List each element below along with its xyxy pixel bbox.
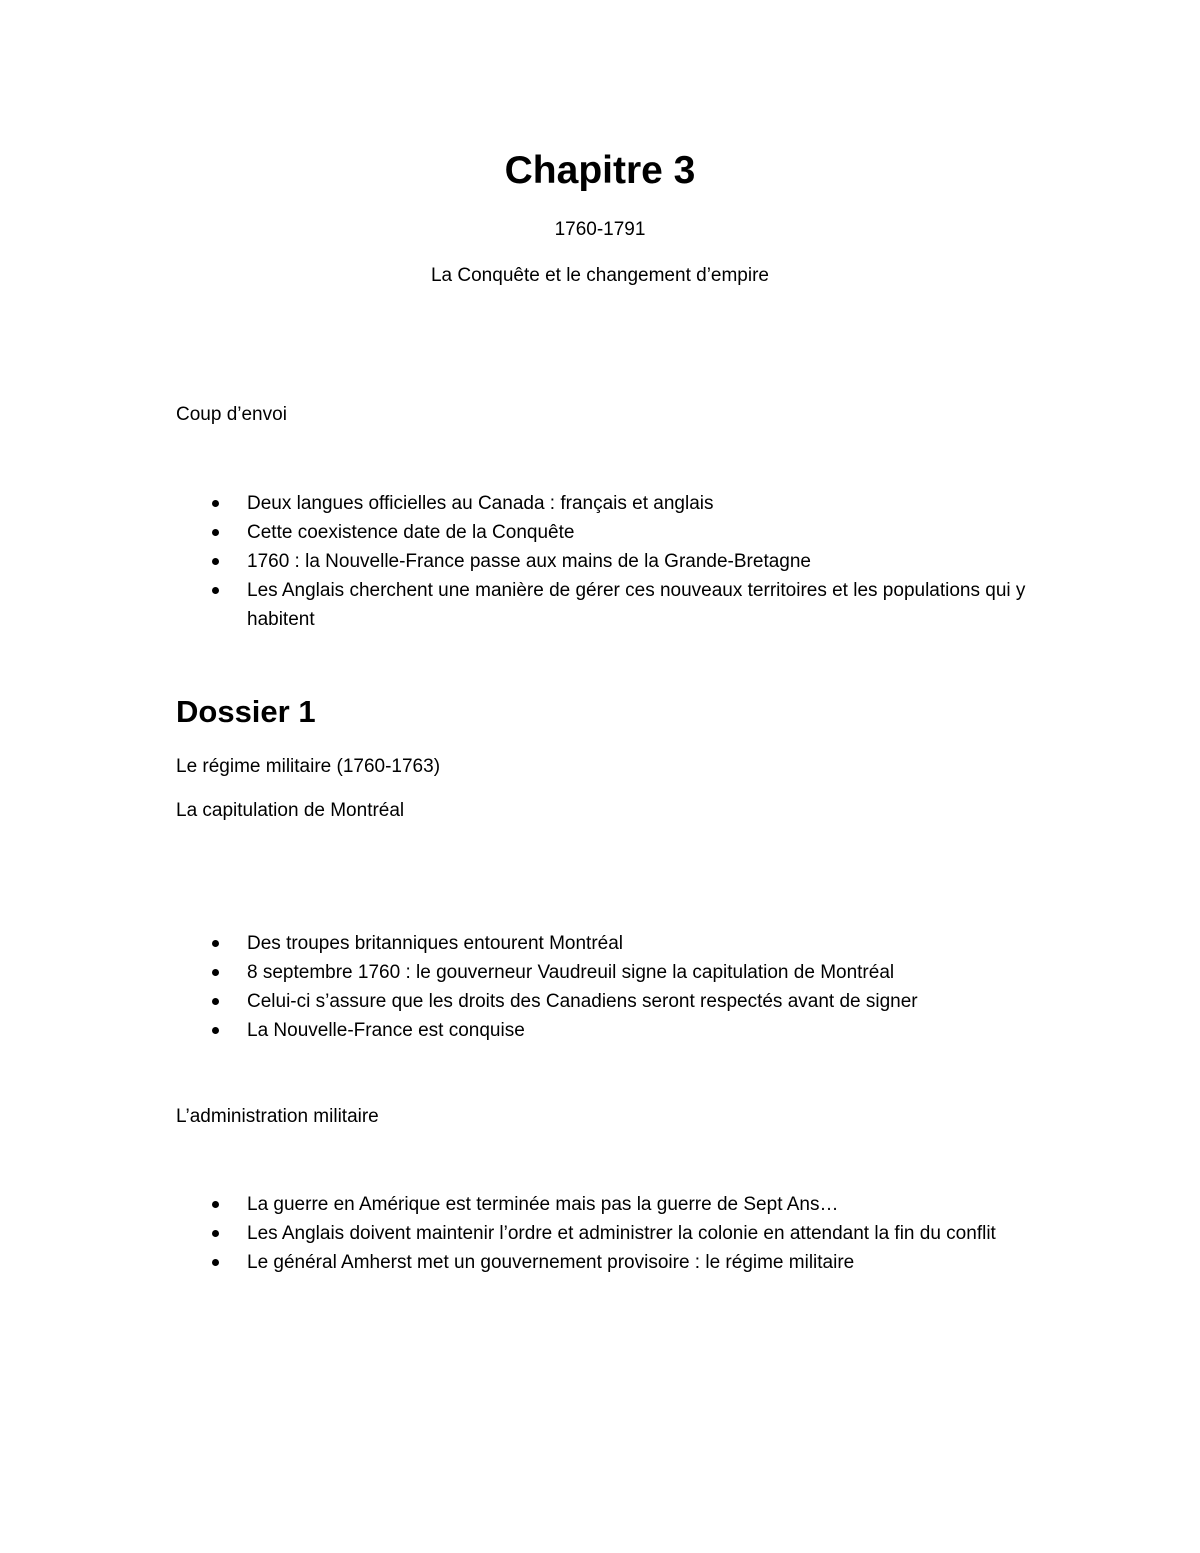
bullet-icon: [212, 1230, 219, 1237]
list-item: Des troupes britanniques entourent Montréal: [0, 929, 1027, 958]
administration-bullet-list: [0, 1190, 1200, 1277]
list-item: Les Anglais cherchent une manière de gérer ces nouveaux territoires et les populations qui y habitent: [0, 576, 1027, 634]
section-heading-administration: L’administration militaire: [176, 1106, 379, 1127]
chapter-title: Chapitre 3: [504, 149, 696, 192]
list-item: Le général Amherst met un gouvernement provisoire : le régime militaire: [0, 1248, 1027, 1277]
bullet-icon: [212, 969, 219, 976]
bullet-icon: [212, 1259, 219, 1266]
intro-heading: Coup d’envoi: [176, 404, 287, 425]
section-heading-capitulation: La capitulation de Montréal: [176, 800, 405, 821]
chapter-dates: 1760-1791: [554, 219, 646, 240]
bullet-icon: [212, 558, 219, 565]
list-item: Cette coexistence date de la Conquête: [0, 518, 1027, 547]
list-item: 8 septembre 1760 : le gouverneur Vaudreuil signe la capitulation de Montréal: [0, 958, 1027, 987]
bullet-icon: [212, 940, 219, 947]
bullet-icon: [212, 529, 219, 536]
list-item: La guerre en Amérique est terminée mais pas la guerre de Sept Ans…: [0, 1190, 1027, 1219]
capitulation-bullet-list: [0, 929, 1200, 1045]
bullet-icon: [212, 587, 219, 594]
list-item: Deux langues officielles au Canada : français et anglais: [0, 489, 1027, 518]
list-item: Celui-ci s’assure que les droits des Canadiens seront respectés avant de signer: [0, 987, 1027, 1016]
bullet-icon: [212, 1201, 219, 1208]
list-item: Les Anglais doivent maintenir l’ordre et administrer la colonie en attendant la fin du conflit: [0, 1219, 1027, 1248]
intro-bullet-list: [0, 489, 1200, 634]
list-item: 1760 : la Nouvelle-France passe aux mains de la Grande-Bretagne: [0, 547, 1027, 576]
bullet-icon: [212, 500, 219, 507]
dossier-heading: Dossier 1: [176, 694, 316, 729]
bullet-icon: [212, 998, 219, 1005]
bullet-icon: [212, 1027, 219, 1034]
chapter-subtitle: La Conquête et le changement d’empire: [430, 265, 769, 286]
list-item: La Nouvelle-France est conquise: [0, 1016, 1027, 1045]
dossier-subheading: Le régime militaire (1760-1763): [176, 756, 441, 777]
